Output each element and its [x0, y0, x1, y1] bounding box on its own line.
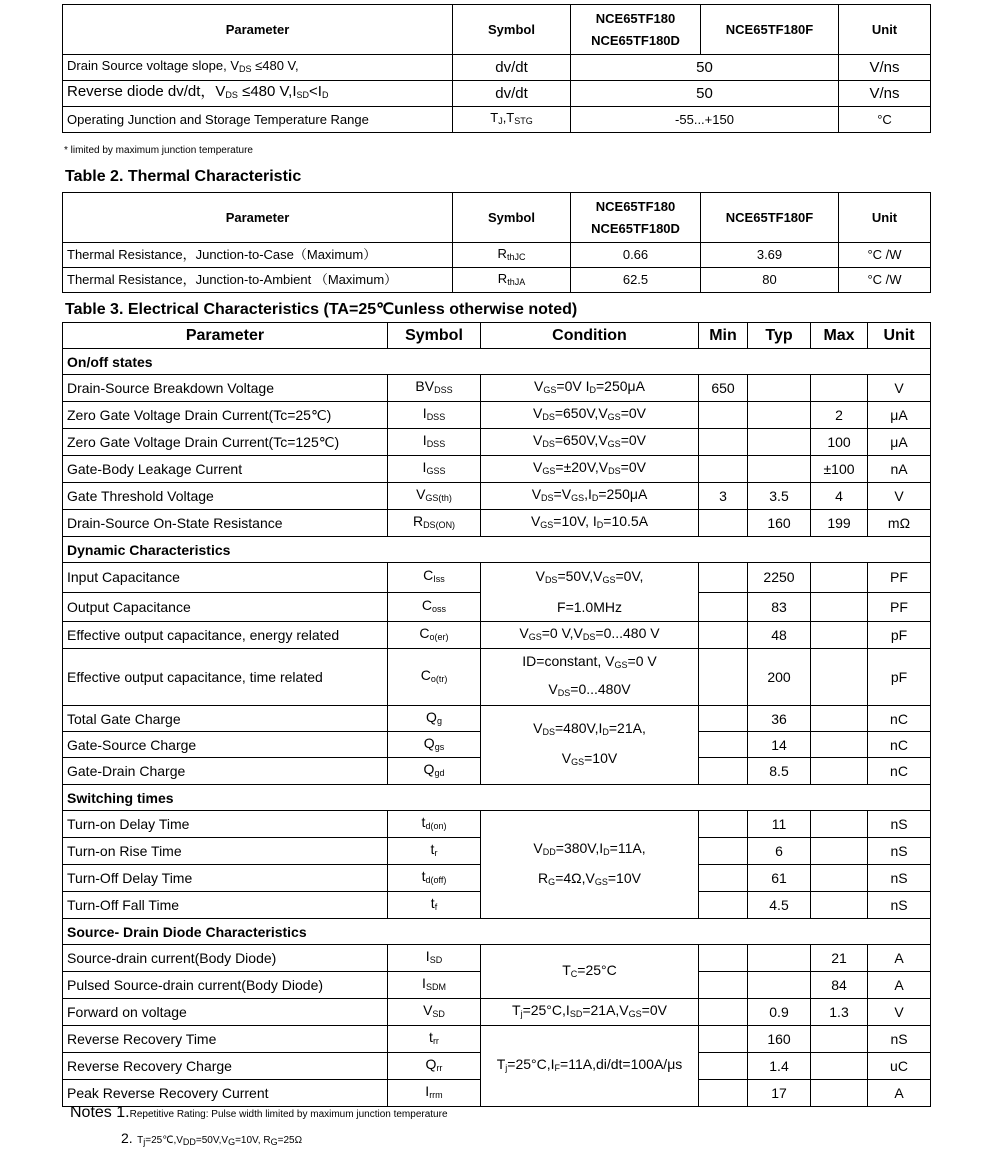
symbol-cell: $V_{GS(th)}$ [388, 483, 481, 510]
table-row [63, 268, 931, 293]
min-cell [699, 402, 748, 429]
table-row [63, 811, 931, 838]
absolute-ratings-table [62, 4, 931, 133]
max-cell: 199 [811, 510, 868, 537]
min-cell [699, 429, 748, 456]
symbol-cell: $I_{DSS}$ [388, 402, 481, 429]
symbol-cell: $R_{thJA}$ [453, 268, 571, 293]
min-cell [699, 510, 748, 537]
max-cell [811, 732, 868, 758]
typ-cell: 48 [748, 622, 811, 649]
unit-cell: nS [868, 838, 931, 865]
param-cell: Gate-Source Charge [63, 732, 388, 758]
max-cell [811, 1026, 868, 1053]
symbol-cell: $V_{SD}$ [388, 999, 481, 1026]
max-cell: 21 [811, 945, 868, 972]
typ-cell: 200 [748, 649, 811, 706]
min-cell [699, 456, 748, 483]
min-cell [699, 1053, 748, 1080]
table-row [63, 622, 931, 649]
symbol-cell: $I_{SDM}$ [388, 972, 481, 999]
table3-title: Table 3. Electrical Characteristics (TA=25℃unless otherwise noted) [65, 301, 578, 318]
header-parameter: Parameter [63, 193, 453, 243]
header-model2: NCE65TF180F [701, 193, 839, 243]
unit-cell: °C /W [839, 243, 931, 268]
max-cell [811, 592, 868, 622]
param-cell: Effective output capacitance, energy related [63, 622, 388, 649]
symbol-cell: $C_{o(er)}$ [388, 622, 481, 649]
max-cell [811, 622, 868, 649]
symbol-cell: dv/dt [453, 55, 571, 81]
typ-cell [748, 456, 811, 483]
diode-condition: $T_C=25^\circ C$ [481, 945, 699, 999]
symbol-cell: $I_{rrm}$ [388, 1080, 481, 1107]
param-cell: Source-drain current(Body Diode) [63, 945, 388, 972]
unit-cell: μA [868, 429, 931, 456]
unit-cell: A [868, 972, 931, 999]
table-row [63, 243, 931, 268]
condition-cell: $V_{GS}=0$ $V,V_{DS}=0...480$ V [481, 622, 699, 649]
typ-cell [748, 429, 811, 456]
param-cell: Reverse diode dv/dt，$V_{DS} \le 480$ $V,I_{SD}<I_D$ [63, 81, 453, 107]
unit-cell: μA [868, 402, 931, 429]
typ-cell: 8.5 [748, 758, 811, 785]
min-cell [699, 1080, 748, 1107]
typ-cell [748, 402, 811, 429]
param-cell: Drain Source voltage slope, $V_{DS} \le 480$ V, [63, 55, 453, 81]
min-cell [699, 811, 748, 838]
param-cell: Reverse Recovery Time [63, 1026, 388, 1053]
table-row [63, 483, 931, 510]
unit-cell: °C [839, 107, 931, 133]
min-cell [699, 945, 748, 972]
unit-cell: pF [868, 649, 931, 706]
unit-cell: uC [868, 1053, 931, 1080]
max-cell [811, 1053, 868, 1080]
param-cell: Turn-Off Fall Time [63, 892, 388, 919]
unit-cell: nC [868, 758, 931, 785]
unit-cell: A [868, 945, 931, 972]
unit-cell: nS [868, 1026, 931, 1053]
unit-cell: V [868, 999, 931, 1026]
section-switching: Switching times [63, 785, 931, 811]
table-row [63, 1026, 931, 1053]
table-row [63, 456, 931, 483]
param-cell: Forward on voltage [63, 999, 388, 1026]
symbol-cell: $I_{DSS}$ [388, 429, 481, 456]
table-row [63, 402, 931, 429]
min-cell: 3 [699, 483, 748, 510]
min-cell [699, 972, 748, 999]
max-cell: 1.3 [811, 999, 868, 1026]
unit-cell: V/ns [839, 81, 931, 107]
value-cell: 3.69 [701, 243, 839, 268]
min-cell [699, 732, 748, 758]
max-cell [811, 706, 868, 732]
unit-cell: °C /W [839, 268, 931, 293]
symbol-cell: $t_{d(on)}$ [388, 811, 481, 838]
max-cell [811, 1080, 868, 1107]
cap-condition: $V_{DS}=50V,V_{GS}=0V$, F=1.0MHz [481, 563, 699, 622]
table-row [63, 649, 931, 706]
condition-cell: $V_{GS}=0V$ $I_D=250\mu A$ [481, 375, 699, 402]
header-model2: NCE65TF180F [701, 5, 839, 55]
gate-charge-condition: $V_{DS}=480V,I_D=21A$, $V_{GS}=10V$ [481, 706, 699, 785]
max-cell: 84 [811, 972, 868, 999]
symbol-cell: $R_{thJC}$ [453, 243, 571, 268]
max-cell [811, 865, 868, 892]
param-cell: Total Gate Charge [63, 706, 388, 732]
header-max: Max [811, 323, 868, 349]
header-unit: Unit [839, 5, 931, 55]
typ-cell: 83 [748, 592, 811, 622]
max-cell: 4 [811, 483, 868, 510]
param-cell: Reverse Recovery Charge [63, 1053, 388, 1080]
symbol-cell: $I_{SD}$ [388, 945, 481, 972]
symbol-cell: dv/dt [453, 81, 571, 107]
cotr-condition: ID=constant, $V_{GS}=0$ V $V_{DS}=0...480V$ [481, 649, 699, 706]
param-cell: Output Capacitance [63, 592, 388, 622]
symbol-cell: $C_{Iss}$ [388, 563, 481, 593]
header-symbol: Symbol [453, 5, 571, 55]
table-row [63, 999, 931, 1026]
max-cell [811, 811, 868, 838]
min-cell [699, 622, 748, 649]
param-cell: Zero Gate Voltage Drain Current(Tc=25℃) [63, 402, 388, 429]
symbol-cell: $T_J,T_{STG}$ [453, 107, 571, 133]
table-row [63, 429, 931, 456]
typ-cell: 14 [748, 732, 811, 758]
value-cell: 0.66 [571, 243, 701, 268]
min-cell [699, 563, 748, 593]
table2-title: Table 2. Thermal Characteristic [65, 168, 302, 185]
symbol-cell: $t_{d(off)}$ [388, 865, 481, 892]
param-cell: Drain-Source Breakdown Voltage [63, 375, 388, 402]
unit-cell: V/ns [839, 55, 931, 81]
notes-line-1: Notes 1.Repetitive Rating: Pulse width limited by maximum junction temperature [70, 1104, 448, 1121]
unit-cell: V [868, 375, 931, 402]
param-cell: Zero Gate Voltage Drain Current(Tc=125℃) [63, 429, 388, 456]
unit-cell: PF [868, 563, 931, 593]
value-cell: 80 [701, 268, 839, 293]
typ-cell: 36 [748, 706, 811, 732]
header-model1: NCE65TF180 NCE65TF180D [571, 193, 701, 243]
typ-cell: 4.5 [748, 892, 811, 919]
param-cell: Gate-Body Leakage Current [63, 456, 388, 483]
table-row [63, 375, 931, 402]
condition-cell: $V_{GS}=\pm 20V,V_{DS}=0V$ [481, 456, 699, 483]
min-cell [699, 865, 748, 892]
max-cell: 2 [811, 402, 868, 429]
condition-cell: $T_j=25^\circ C,I_{SD}=21A,V_{GS}=0V$ [481, 999, 699, 1026]
min-cell: 650 [699, 375, 748, 402]
unit-cell: nS [868, 811, 931, 838]
header-unit: Unit [839, 193, 931, 243]
value-cell: 62.5 [571, 268, 701, 293]
symbol-cell: $R_{DS(ON)}$ [388, 510, 481, 537]
param-cell: Turn-on Rise Time [63, 838, 388, 865]
param-cell: Gate Threshold Voltage [63, 483, 388, 510]
typ-cell: 1.4 [748, 1053, 811, 1080]
max-cell [811, 375, 868, 402]
condition-cell: $V_{DS}=650V,V_{GS}=0V$ [481, 402, 699, 429]
header-model1: NCE65TF180 NCE65TF180D [571, 5, 701, 55]
symbol-cell: $t_f$ [388, 892, 481, 919]
condition-cell: $V_{GS}=10V$, $I_D=10.5A$ [481, 510, 699, 537]
min-cell [699, 838, 748, 865]
min-cell [699, 758, 748, 785]
min-cell [699, 706, 748, 732]
symbol-cell: $t_r$ [388, 838, 481, 865]
typ-cell: 6 [748, 838, 811, 865]
max-cell [811, 838, 868, 865]
section-dynamic: Dynamic Characteristics [63, 537, 931, 563]
typ-cell [748, 375, 811, 402]
condition-cell: $V_{DS}=650V,V_{GS}=0V$ [481, 429, 699, 456]
unit-cell: A [868, 1080, 931, 1107]
header-typ: Typ [748, 323, 811, 349]
unit-cell: nS [868, 892, 931, 919]
unit-cell: mΩ [868, 510, 931, 537]
section-diode: Source- Drain Diode Characteristics [63, 919, 931, 945]
param-cell: Input Capacitance [63, 563, 388, 593]
param-cell: Peak Reverse Recovery Current [63, 1080, 388, 1107]
table-row [63, 55, 931, 81]
table-row [63, 706, 931, 732]
min-cell [699, 892, 748, 919]
header-symbol: Symbol [453, 193, 571, 243]
header-parameter: Parameter [63, 5, 453, 55]
typ-cell: 160 [748, 1026, 811, 1053]
header-min: Min [699, 323, 748, 349]
unit-cell: nS [868, 865, 931, 892]
max-cell: 100 [811, 429, 868, 456]
param-cell: Operating Junction and Storage Temperature Range [63, 107, 453, 133]
symbol-cell: $I_{GSS}$ [388, 456, 481, 483]
param-cell: Turn-Off Delay Time [63, 865, 388, 892]
max-cell: ±100 [811, 456, 868, 483]
notes-line-2: 2. $T_j=25℃,V_{DD}=50V,V_G=10V$, $R_G=25\Omega$ [121, 1130, 303, 1147]
table-row [63, 107, 931, 133]
symbol-cell: $Q_{gd}$ [388, 758, 481, 785]
header-symbol: Symbol [388, 323, 481, 349]
symbol-cell: $C_{o(tr)}$ [388, 649, 481, 706]
symbol-cell: $Q_g$ [388, 706, 481, 732]
param-cell: Gate-Drain Charge [63, 758, 388, 785]
typ-cell: 61 [748, 865, 811, 892]
max-cell [811, 758, 868, 785]
typ-cell [748, 945, 811, 972]
table-row [63, 563, 931, 593]
typ-cell: 3.5 [748, 483, 811, 510]
min-cell [699, 592, 748, 622]
table-row [63, 945, 931, 972]
unit-cell: nA [868, 456, 931, 483]
typ-cell [748, 972, 811, 999]
symbol-cell: $Q_{rr}$ [388, 1053, 481, 1080]
symbol-cell: $BV_{DSS}$ [388, 375, 481, 402]
param-cell: Turn-on Delay Time [63, 811, 388, 838]
table-row [63, 81, 931, 107]
max-cell [811, 563, 868, 593]
header-unit: Unit [868, 323, 931, 349]
header-condition: Condition [481, 323, 699, 349]
value-cell: 50 [571, 81, 839, 107]
param-cell: Thermal Resistance，Junction-to-Case（Maximum） [63, 243, 453, 268]
max-cell [811, 649, 868, 706]
typ-cell: 17 [748, 1080, 811, 1107]
condition-cell: $V_{DS}=V_{GS},I_D=250\mu A$ [481, 483, 699, 510]
symbol-cell: $C_{oss}$ [388, 592, 481, 622]
min-cell [699, 649, 748, 706]
unit-cell: pF [868, 622, 931, 649]
electrical-table [62, 322, 931, 1107]
param-cell: Pulsed Source-drain current(Body Diode) [63, 972, 388, 999]
typ-cell: 160 [748, 510, 811, 537]
symbol-cell: $t_{rr}$ [388, 1026, 481, 1053]
param-cell: Drain-Source On-State Resistance [63, 510, 388, 537]
unit-cell: nC [868, 706, 931, 732]
unit-cell: nC [868, 732, 931, 758]
thermal-table [62, 192, 931, 293]
footnote: * limited by maximum junction temperature [64, 145, 253, 156]
value-cell: 50 [571, 55, 839, 81]
unit-cell: PF [868, 592, 931, 622]
recovery-condition: $T_j=25^\circ C,I_F=11A,di/dt=100A/\mu s$ [481, 1026, 699, 1107]
min-cell [699, 999, 748, 1026]
symbol-cell: $Q_{gs}$ [388, 732, 481, 758]
switching-condition: $V_{DD}=380V,I_D=11A$, $R_G=4\Omega,V_{GS}=10V$ [481, 811, 699, 919]
param-cell: Effective output capacitance, time related [63, 649, 388, 706]
value-cell: -55...+150 [571, 107, 839, 133]
typ-cell: 2250 [748, 563, 811, 593]
param-cell: Thermal Resistance，Junction-to-Ambient （Maximum） [63, 268, 453, 293]
min-cell [699, 1026, 748, 1053]
max-cell [811, 892, 868, 919]
header-parameter: Parameter [63, 323, 388, 349]
typ-cell: 0.9 [748, 999, 811, 1026]
table-row [63, 510, 931, 537]
typ-cell: 11 [748, 811, 811, 838]
unit-cell: V [868, 483, 931, 510]
section-onoff: On/off states [63, 349, 931, 375]
